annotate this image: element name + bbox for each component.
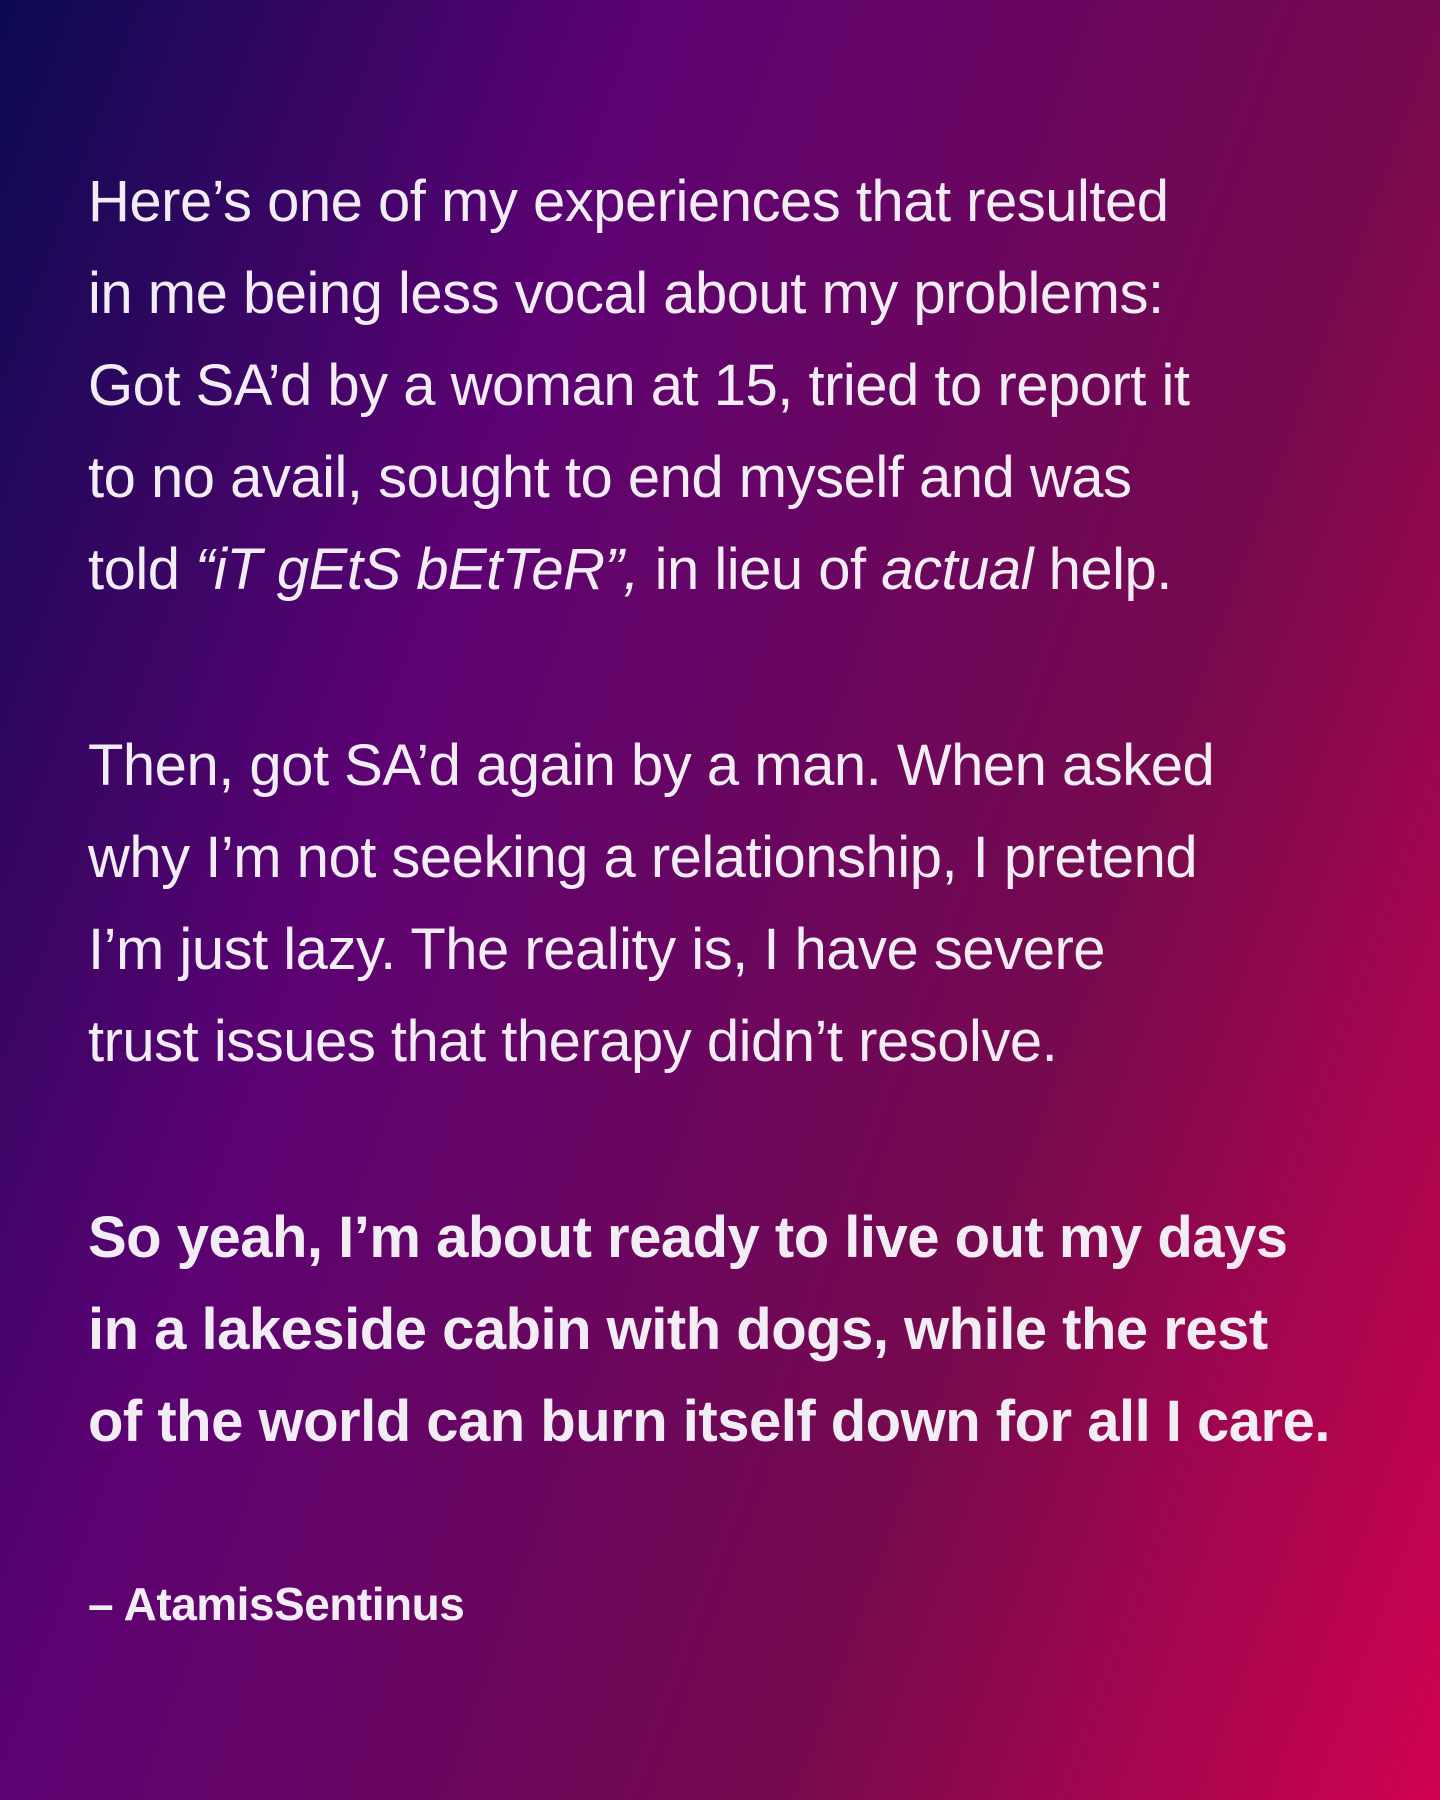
quote-line: in a lakeside cabin with dogs, while the rest [88,1297,1268,1362]
quote-line: So yeah, I’m about ready to live out my days [88,1205,1288,1270]
quote-paragraph-2 [88,720,1400,1088]
quote-emphasis-italic-text: actual [881,537,1034,602]
quote-text-segment: in lieu of [638,537,882,602]
quote-line: why I’m not seeking a relationship, I pretend [88,825,1198,890]
quote-line: Here’s one of my experiences that resulted [88,169,1169,234]
quote-text-segment: help. [1033,537,1172,602]
quote-line: I’m just lazy. The reality is, I have severe [88,917,1106,982]
quote-line: trust issues that therapy didn’t resolve. [88,1009,1058,1074]
quote-line: of the world can burn itself down for all I care. [88,1389,1330,1454]
quote-line: to no avail, sought to end myself and was [88,445,1132,510]
quote-paragraph-1 [88,156,1400,616]
quote-paragraph-3-bold [88,1192,1400,1468]
quote-attribution: – AtamisSentinus [88,1578,465,1630]
quote-line: Got SA’d by a woman at 15, tried to report it [88,353,1190,418]
quote-line: Then, got SA’d again by a man. When asked [88,733,1215,798]
quote-line-mixed-italic [88,524,1400,616]
quote-line: in me being less vocal about my problems: [88,261,1164,326]
quote-mocking-italic-text: “iT gEtS bEtTeR”, [195,537,639,602]
quote-text-segment: told [88,537,196,602]
